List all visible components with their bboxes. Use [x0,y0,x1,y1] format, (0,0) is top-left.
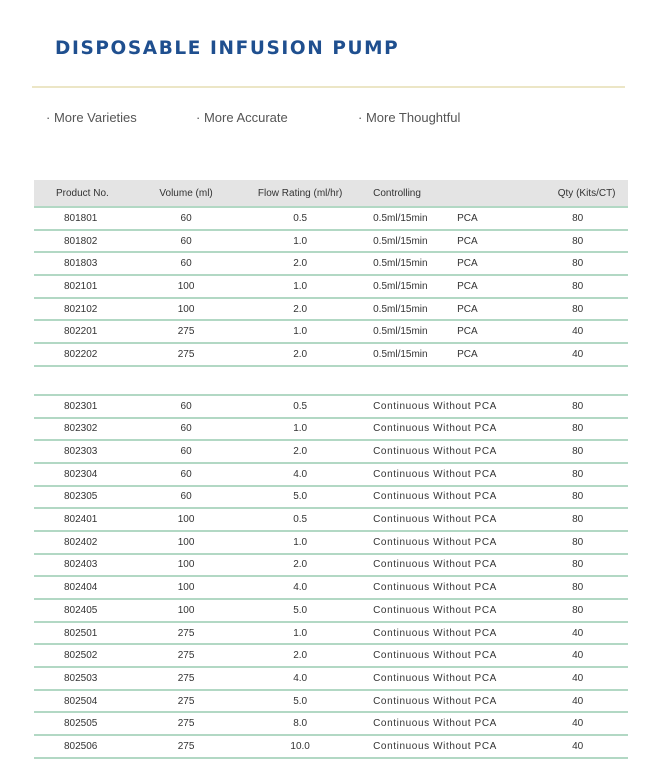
bolus-dose-text: 0.5ml/15min [373,348,428,360]
table-row [34,690,628,713]
controlling-cell [373,343,527,366]
volume-cell: 275 [145,644,227,667]
table-row [34,622,628,645]
feature-accurate: · More Accurate [196,110,288,125]
flow-cell: 1.0 [227,418,373,441]
qty-cell: 80 [527,599,628,622]
flow-cell: 2.0 [227,440,373,463]
qty-cell: 40 [527,690,628,713]
product-no-cell: 802404 [34,576,145,599]
qty-cell: 80 [527,275,628,298]
controlling-cell: Continuous Without PCA [373,644,527,667]
header-product-no: Product No. [34,180,145,207]
bolus-dose-text: 0.5ml/15min [373,303,428,315]
controlling-cell: Continuous Without PCA [373,486,527,509]
table-row [34,712,628,735]
controlling-cell: Continuous Without PCA [373,599,527,622]
qty-cell: 40 [527,667,628,690]
flow-cell: 5.0 [227,599,373,622]
flow-cell: 2.0 [227,298,373,321]
qty-cell: 80 [527,252,628,275]
table-row [34,275,628,298]
qty-cell: 80 [527,230,628,253]
product-no-cell: 802301 [34,395,145,418]
controlling-cell [373,298,527,321]
table-row [34,554,628,577]
volume-cell: 275 [145,343,227,366]
flow-cell: 0.5 [227,395,373,418]
table-row [34,735,628,758]
table-row [34,395,628,418]
table-row [34,508,628,531]
flow-cell: 2.0 [227,343,373,366]
product-no-cell: 802202 [34,343,145,366]
product-no-cell: 802302 [34,418,145,441]
product-no-cell: 802403 [34,554,145,577]
flow-cell: 4.0 [227,576,373,599]
product-no-cell: 802101 [34,275,145,298]
controlling-cell: Continuous Without PCA [373,531,527,554]
volume-cell: 100 [145,298,227,321]
volume-cell: 275 [145,622,227,645]
qty-cell: 80 [527,298,628,321]
volume-cell: 60 [145,463,227,486]
controlling-cell: Continuous Without PCA [373,463,527,486]
controlling-cell [373,207,527,230]
flow-cell: 2.0 [227,252,373,275]
controlling-cell [373,230,527,253]
pca-text: PCA [457,303,478,315]
product-no-cell: 802201 [34,320,145,343]
qty-cell: 40 [527,735,628,758]
controlling-cell: Continuous Without PCA [373,667,527,690]
product-no-cell: 802303 [34,440,145,463]
controlling-cell: Continuous Without PCA [373,508,527,531]
product-no-cell: 802502 [34,644,145,667]
qty-cell: 40 [527,622,628,645]
flow-cell: 4.0 [227,463,373,486]
volume-cell: 100 [145,531,227,554]
qty-cell: 40 [527,712,628,735]
flow-cell: 1.0 [227,531,373,554]
bolus-dose-text: 0.5ml/15min [373,326,428,338]
feature-thoughtful: · More Thoughtful [358,110,461,125]
header-flow-rating: Flow Rating (ml/hr) [227,180,373,207]
pca-text: PCA [457,235,478,247]
volume-cell: 60 [145,207,227,230]
product-no-cell: 802102 [34,298,145,321]
volume-cell: 100 [145,599,227,622]
table-row [34,576,628,599]
table-row [34,207,628,230]
flow-cell: 1.0 [227,320,373,343]
volume-cell: 60 [145,440,227,463]
table-row [34,486,628,509]
table-header-row [34,180,628,207]
controlling-cell: Continuous Without PCA [373,576,527,599]
flow-cell: 2.0 [227,644,373,667]
qty-cell: 40 [527,644,628,667]
table-row [34,320,628,343]
table-row [34,644,628,667]
controlling-cell: Continuous Without PCA [373,712,527,735]
table-row [34,298,628,321]
qty-cell: 80 [527,395,628,418]
page-title: DISPOSABLE INFUSION PUMP [55,38,400,59]
qty-cell: 80 [527,463,628,486]
volume-cell: 60 [145,230,227,253]
controlling-cell: Continuous Without PCA [373,690,527,713]
pca-text: PCA [457,326,478,338]
qty-cell: 80 [527,486,628,509]
product-no-cell: 802304 [34,463,145,486]
flow-cell: 4.0 [227,667,373,690]
flow-cell: 0.5 [227,508,373,531]
table-row [34,230,628,253]
product-no-cell: 802401 [34,508,145,531]
product-no-cell: 801803 [34,252,145,275]
product-no-cell: 802405 [34,599,145,622]
volume-cell: 275 [145,712,227,735]
product-no-cell: 802305 [34,486,145,509]
product-table [34,180,628,759]
product-no-cell: 802505 [34,712,145,735]
controlling-cell [373,252,527,275]
qty-cell: 80 [527,508,628,531]
controlling-cell: Continuous Without PCA [373,418,527,441]
qty-cell: 40 [527,343,628,366]
qty-cell: 80 [527,554,628,577]
flow-cell: 1.0 [227,275,373,298]
flow-cell: 5.0 [227,690,373,713]
volume-cell: 100 [145,275,227,298]
volume-cell: 60 [145,252,227,275]
table-row [34,531,628,554]
controlling-cell [373,275,527,298]
pca-text: PCA [457,280,478,292]
pca-text: PCA [457,212,478,224]
table-row [34,463,628,486]
volume-cell: 275 [145,690,227,713]
controlling-cell: Continuous Without PCA [373,622,527,645]
volume-cell: 60 [145,395,227,418]
controlling-cell [373,320,527,343]
volume-cell: 275 [145,735,227,758]
product-no-cell: 802501 [34,622,145,645]
bolus-dose-text: 0.5ml/15min [373,258,428,270]
product-no-cell: 801801 [34,207,145,230]
product-no-cell: 802402 [34,531,145,554]
volume-cell: 100 [145,554,227,577]
bolus-dose-text: 0.5ml/15min [373,212,428,224]
controlling-cell: Continuous Without PCA [373,395,527,418]
table-row [34,667,628,690]
controlling-cell: Continuous Without PCA [373,554,527,577]
product-no-cell: 802503 [34,667,145,690]
flow-cell: 5.0 [227,486,373,509]
table-row [34,440,628,463]
qty-cell: 40 [527,320,628,343]
pca-text: PCA [457,348,478,360]
volume-cell: 100 [145,576,227,599]
table-row [34,418,628,441]
flow-cell: 2.0 [227,554,373,577]
header-qty: Qty (Kits/CT) [527,180,628,207]
flow-cell: 1.0 [227,230,373,253]
product-no-cell: 801802 [34,230,145,253]
table-row [34,599,628,622]
title-divider [32,86,625,88]
qty-cell: 80 [527,207,628,230]
flow-cell: 1.0 [227,622,373,645]
pca-text: PCA [457,258,478,270]
volume-cell: 275 [145,320,227,343]
header-controlling: Controlling [373,180,527,207]
volume-cell: 275 [145,667,227,690]
bolus-dose-text: 0.5ml/15min [373,280,428,292]
bolus-dose-text: 0.5ml/15min [373,235,428,247]
group-spacer [34,366,628,395]
group-spacer-row [34,366,628,395]
qty-cell: 80 [527,531,628,554]
product-no-cell: 802506 [34,735,145,758]
table-body [34,207,628,758]
table-row [34,252,628,275]
controlling-cell: Continuous Without PCA [373,440,527,463]
table-row [34,343,628,366]
qty-cell: 80 [527,418,628,441]
volume-cell: 60 [145,418,227,441]
qty-cell: 80 [527,440,628,463]
qty-cell: 80 [527,576,628,599]
flow-cell: 10.0 [227,735,373,758]
product-no-cell: 802504 [34,690,145,713]
volume-cell: 60 [145,486,227,509]
controlling-cell: Continuous Without PCA [373,735,527,758]
volume-cell: 100 [145,508,227,531]
header-volume: Volume (ml) [145,180,227,207]
flow-cell: 8.0 [227,712,373,735]
flow-cell: 0.5 [227,207,373,230]
feature-list [0,110,660,130]
feature-varieties: · More Varieties [46,110,137,125]
